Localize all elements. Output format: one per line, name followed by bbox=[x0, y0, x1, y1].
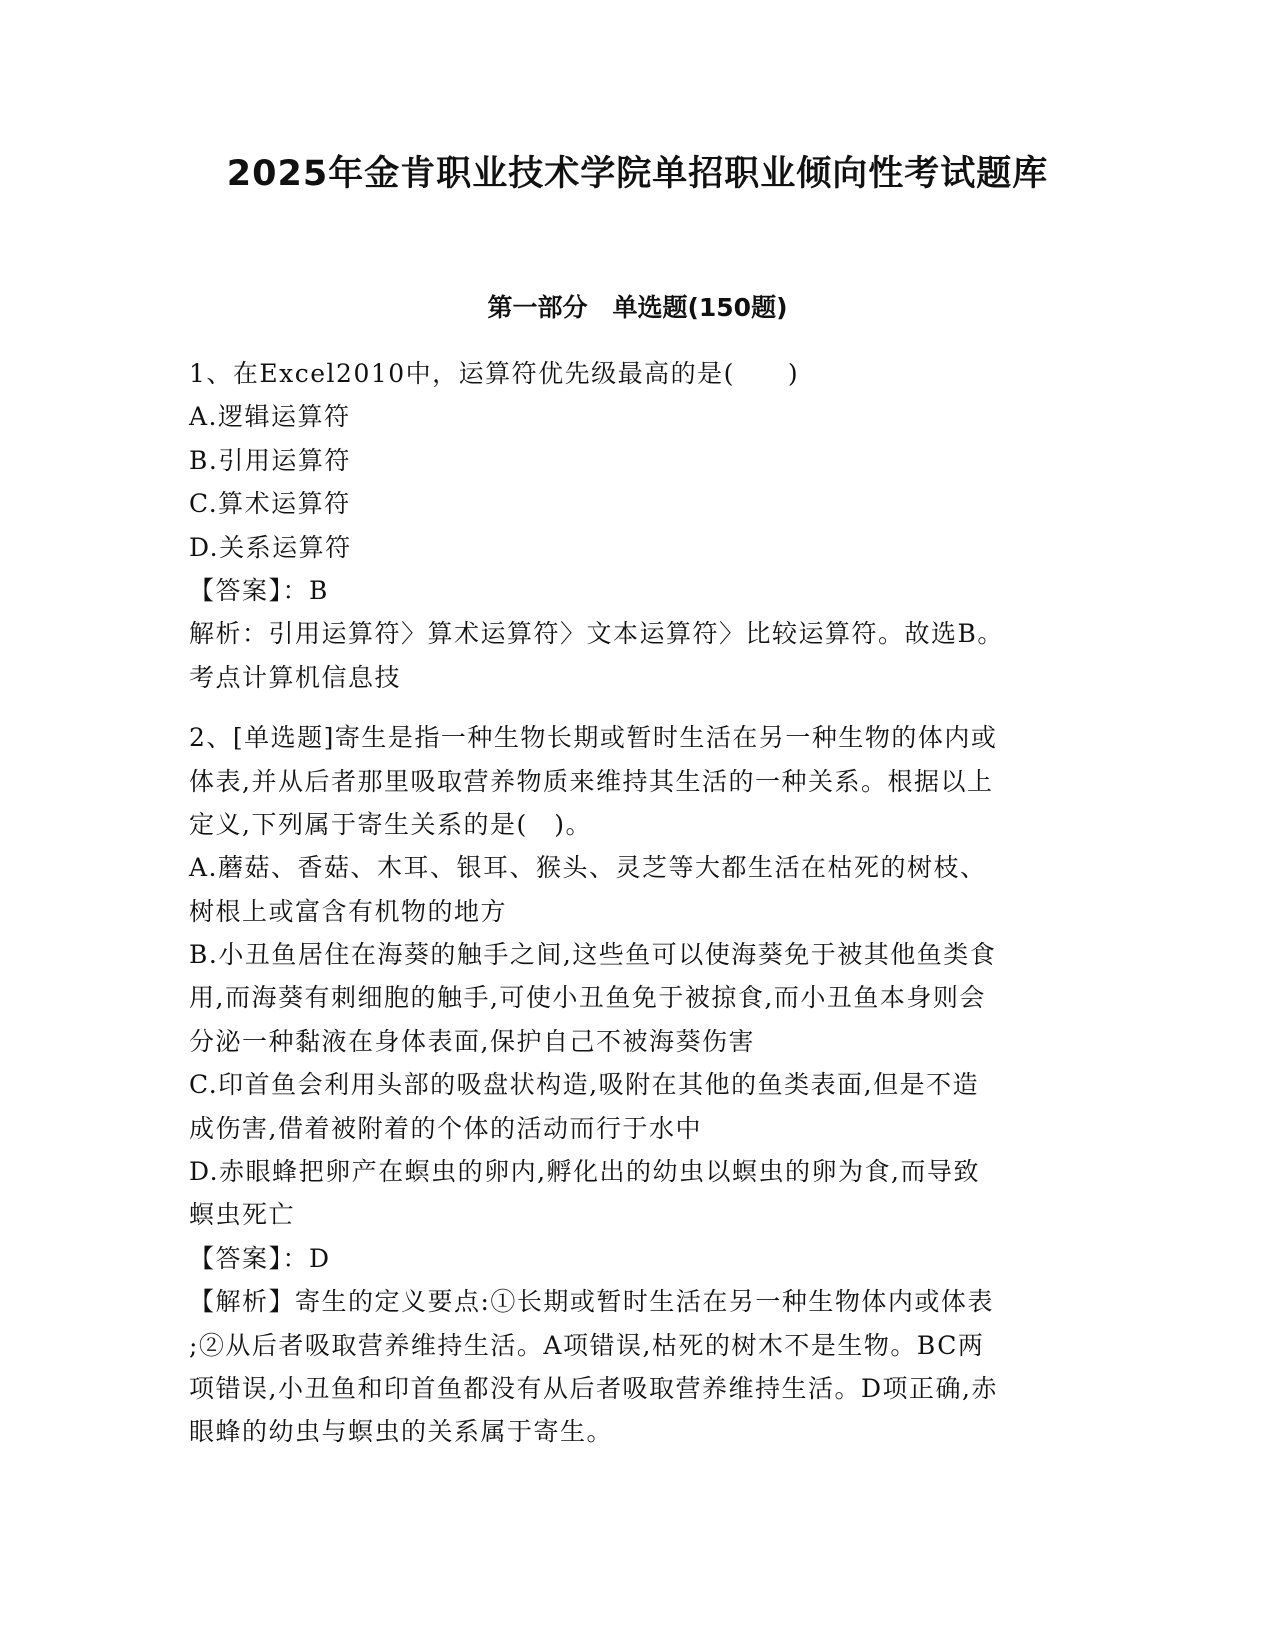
option-c: C.算术运算符 bbox=[189, 489, 351, 519]
section-title: 第一部分 单选题(150题) bbox=[487, 293, 788, 322]
option-d-line: D.赤眼蜂把卵产在螟虫的卵内,孵化出的幼虫以螟虫的卵为食,而导致 bbox=[189, 1157, 980, 1187]
answer: 【答案】：D bbox=[189, 1243, 331, 1273]
option-b-line: 分泌一种黏液在身体表面,保护自己不被海葵伤害 bbox=[189, 1026, 755, 1056]
option-d: D.关系运算符 bbox=[189, 532, 352, 562]
explanation-line: ;②从后者吸取营养维持生活。A项错误,枯死的树木不是生物。BC两 bbox=[189, 1330, 985, 1360]
option-c-line: C.印首鱼会利用头部的吸盘状构造,吸附在其他的鱼类表面,但是不造 bbox=[189, 1070, 980, 1100]
question-1 bbox=[189, 352, 1089, 699]
question-stem-line: 2、[单选题]寄生是指一种生物长期或暂时生活在另一种生物的体内或 bbox=[189, 723, 998, 753]
explanation-line: 【解析】寄生的定义要点:①长期或暂时生活在另一种生物体内或体表 bbox=[189, 1287, 994, 1317]
document-title: 2025年金肯职业技术学院单招职业倾向性考试题库 bbox=[226, 154, 1049, 194]
option-a: A.逻辑运算符 bbox=[189, 402, 351, 432]
question-stem-line: 体表,并从后者那里吸取营养物质来维持其生活的一种关系。根据以上 bbox=[189, 766, 994, 796]
option-b-line: B.小丑鱼居住在海葵的触手之间,这些鱼可以使海葵免于被其他鱼类食 bbox=[189, 940, 997, 970]
option-b-line: 用,而海葵有刺细胞的触手,可使小丑鱼免于被掠食,而小丑鱼本身则会 bbox=[189, 983, 986, 1013]
question-stem: 1、在Excel2010中，运算符优先级最高的是( ) bbox=[189, 359, 800, 388]
explanation-line: 考点计算机信息技 bbox=[189, 662, 402, 692]
answer: 【答案】：B bbox=[189, 575, 329, 605]
explanation-line: 项错误,小丑鱼和印首鱼都没有从后者吸取营养维持生活。D项正确,赤 bbox=[189, 1373, 998, 1403]
explanation-line: 解析：引用运算符〉算术运算符〉文本运算符〉比较运算符。故选B。 bbox=[189, 619, 1004, 649]
question-list bbox=[189, 352, 1089, 1454]
option-b: B.引用运算符 bbox=[189, 445, 351, 475]
option-a-line: 树根上或富含有机物的地方 bbox=[189, 896, 508, 926]
option-c-line: 成伤害,借着被附着的个体的活动而行于水中 bbox=[189, 1113, 702, 1143]
option-a-line: A.蘑菇、香菇、木耳、银耳、猴头、灵芝等大都生活在枯死的树枝、 bbox=[189, 853, 987, 883]
question-spacer bbox=[189, 699, 1089, 716]
question-stem-line: 定义,下列属于寄生关系的是( )。 bbox=[189, 809, 592, 839]
question-2 bbox=[189, 716, 1089, 1454]
explanation-line: 眼蜂的幼虫与螟虫的关系属于寄生。 bbox=[189, 1417, 614, 1447]
option-d-line: 螟虫死亡 bbox=[189, 1200, 296, 1230]
